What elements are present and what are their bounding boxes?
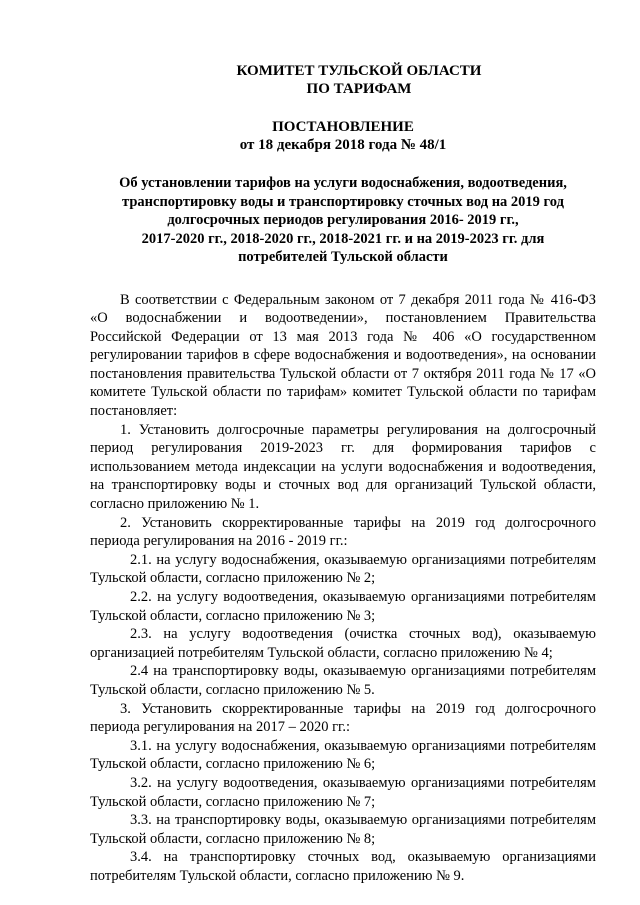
title-line: потребителей Тульской области: [238, 249, 448, 265]
document-date-number: от 18 декабря 2018 года № 48/1: [239, 137, 447, 153]
org-name-line2: ПО ТАРИФАМ: [306, 81, 412, 97]
title-line: долгосрочных периодов регулирования 2016- 2019 гг.,: [167, 212, 519, 228]
title-line: 2017-2020 гг., 2018-2020 гг., 2018-2021 гг. и на 2019-2023 гг. для: [141, 230, 545, 247]
document-type: ПОСТАНОВЛЕНИЕ: [272, 119, 414, 135]
clause-3-2: 3.2. на услугу водоотведения, оказываемую организациями потребителям Тульской области, согласно приложению № 7;: [90, 774, 596, 810]
title-line: транспортировку воды и транспортировку сточных вод на 2019 год: [122, 193, 564, 210]
document-title: [90, 174, 596, 267]
clause-2-1: 2.1. на услугу водоснабжения, оказываемую организациями потребителям Тульской области, согласно приложению № 2;: [90, 551, 596, 587]
clause-2-2: 2.2. на услугу водоотведения, оказываемую организациями потребителям Тульской области, согласно приложению № 3;: [90, 589, 596, 624]
title-line: Об установлении тарифов на услуги водоснабжения, водоотведения,: [119, 175, 567, 191]
clause-3: 3. Установить скорректированные тарифы на 2019 год долгосрочного периода регулирования на 2017 – 2020 гг.:: [90, 700, 596, 736]
clause-2: 2. Установить скорректированные тарифы на 2019 год долгосрочного периода регулирования на 2016 - 2019 гг.:: [90, 514, 596, 550]
clause-3-3: 3.3. на транспортировку воды, оказываемую организациями потребителям Тульской области, согласно приложению № 8;: [90, 812, 596, 847]
document-page: [90, 62, 596, 886]
document-body: [90, 291, 596, 886]
preamble-paragraph: В соответствии с Федеральным законом от 7 декабря 2011 года № 416-ФЗ «О водоснабжении и водоотведении», постановлением Правительства Российской Федерации от 13 мая 2013 года № 406 «О государственном регулировании тарифов в сфере водоснабжения и водоотведения», на основании постановления правительства Тульской области от 7 октября 2011 года № 17 «О комитете Тульской области по тарифам» комитет Тульской области по тарифам постановляет:: [90, 291, 596, 420]
clause-3-4: 3.4. на транспортировку сточных вод, оказываемую организациями потребителям Тульской области, согласно приложению № 9.: [90, 849, 596, 884]
clause-2-4: 2.4 на транспортировку воды, оказываемую организациями потребителям Тульской области, согласно приложению № 5.: [90, 663, 596, 698]
clause-2-3: 2.3. на услугу водоотведения (очистка сточных вод), оказываемую организацией потребителям Тульской области, согласно приложению № 4;: [90, 626, 596, 661]
clause-3-1: 3.1. на услугу водоснабжения, оказываемую организациями потребителям Тульской области, согласно приложению № 6;: [90, 737, 596, 773]
clause-1: 1. Установить долгосрочные параметры регулирования на долгосрочный период регулирования 2019-2023 гг. для формирования тарифов с использованием метода индексации на услуги водоснабжения и водоотведения, на транспортировку воды и сточных вод для организаций Тульской области, согласно приложению № 1.: [90, 421, 596, 513]
org-name-line1: КОМИТЕТ ТУЛЬСКОЙ ОБЛАСТИ: [236, 63, 482, 79]
